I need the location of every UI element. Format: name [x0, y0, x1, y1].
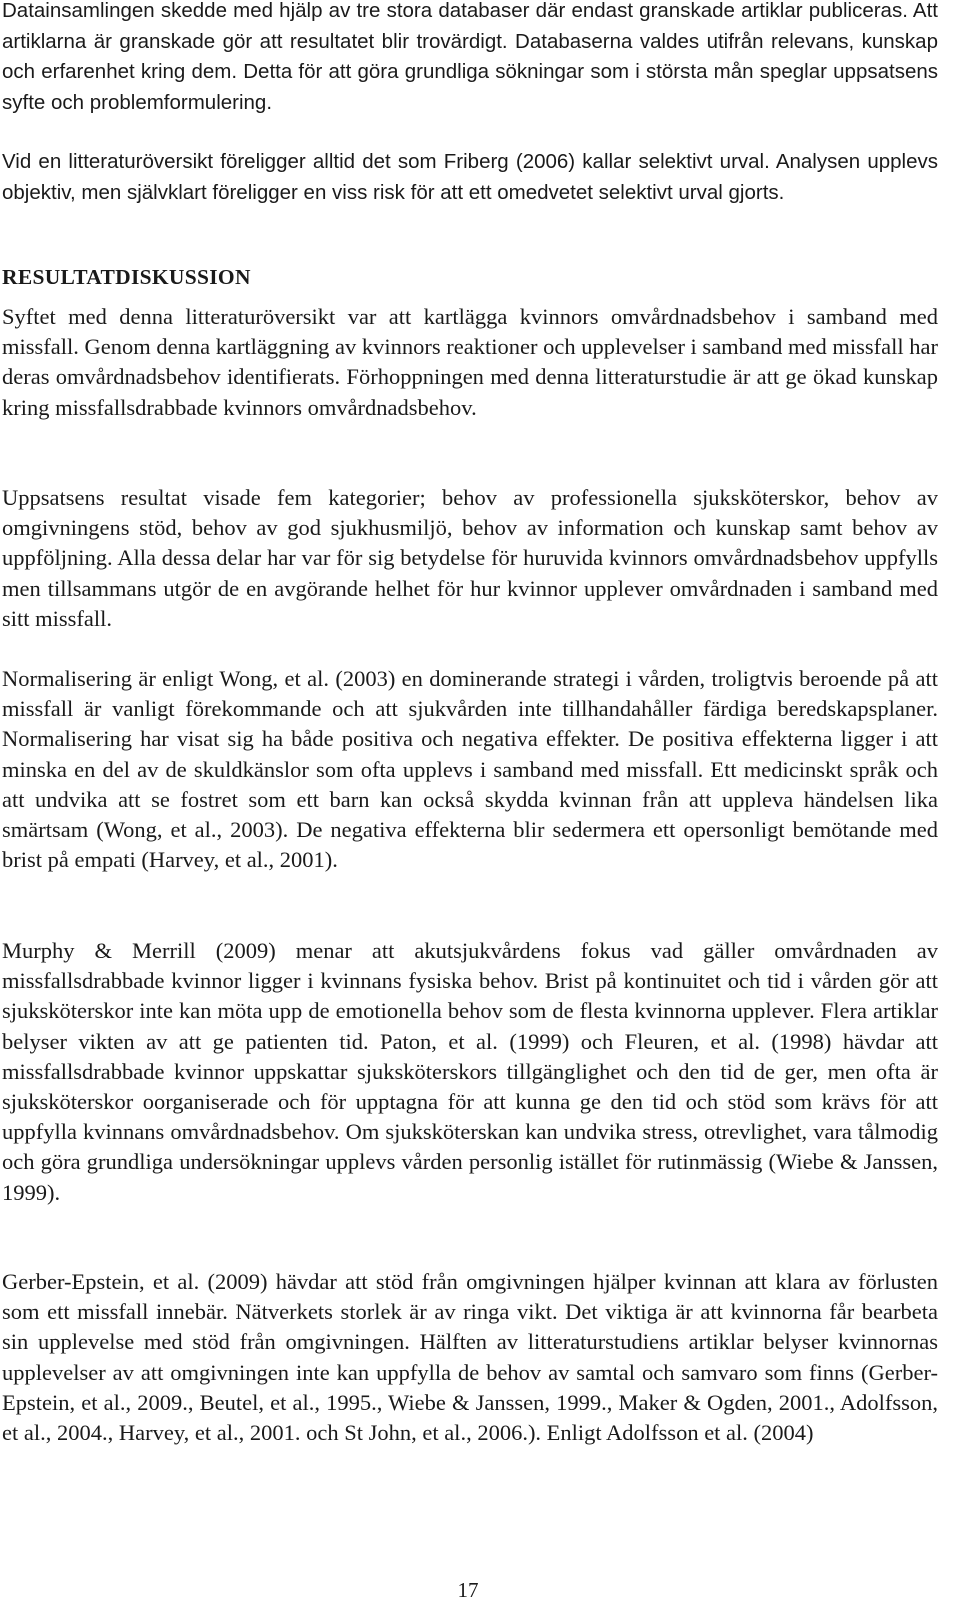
section-heading: RESULTATDISKUSSION: [2, 265, 251, 289]
page-number: 17: [457, 1578, 479, 1602]
paragraph-database-selection: Datainsamlingen skedde med hjälp av tre stora databaser där endast granskade artiklar publiceras. Att artiklarna är granskade gör att resultatet blir trovärdigt. Databaserna valdes utifrån relevans, kunskap och erfarenhet kring dem. Detta för att göra grundliga sökningar som i största mån speglar uppsatsens syfte och problemformulering.: [2, 0, 938, 114]
paragraph-normalisation: Normalisering är enligt Wong, et al. (2003) en dominerande strategi i vården, troligtvis beroende på att missfall är vanligt förekommande och att sjukvården inte tillhandahåller färdiga beredskapsplaner. Normalisering har visat sig ha både positiva och negativa effekter. De positiva effekterna ligger i att minska en del av de skuldkänslor som ofta upplevs i samband med missfall. Ett medicinskt språk och att undvika att se fostret som ett barn kan också skydda kvinnan från att uppleva händelsen lika smärtsam (Wong, et al., 2003). De negativa effekterna blir sedermera ett opersonligt bemötande med brist på empati (Harvey, et al., 2001).: [2, 666, 938, 873]
paragraph-selective-sampling: Vid en litteraturöversikt föreligger alltid det som Friberg (2006) kallar selektivt urval. Analysen upplevs objektiv, men självklart föreligger en viss risk för att ett omedvetet selektivt urval gjorts.: [2, 150, 938, 204]
paragraph-acute-care-focus: Murphy & Merrill (2009) menar att akutsjukvårdens fokus vad gäller omvårdnaden av missfallsdrabbade kvinnor ligger i kvinnans fysiska behov. Brist på kontinuitet och tid i vården gör att sjuksköterskor inte kan möta upp de emotionella behov som de flesta kvinnorna upplever. Flera artiklar belyser vikten av att ge patienten tid. Paton, et al. (1999) och Fleuren, et al. (1998) hävdar att missfallsdrabbade kvinnor uppskattar sjuksköterskors tillgänglighet och den tid de ger, men ofta är sjuksköterskor oorganiserade och för upptagna för att kunna ge den tid och stöd som krävs för att uppfylla kvinnans omvårdnadsbehov. Om sjuksköterskan kan undvika stress, otrevlighet, vara tålmodig och göra grundliga undersökningar upplevs vården personlig istället för rutinmässig (Wiebe & Janssen, 1999).: [2, 938, 938, 1205]
paragraph-aim-discussion: Syftet med denna litteraturöversikt var att kartlägga kvinnors omvårdnadsbehov i samband med missfall. Genom denna kartläggning av kvinnors reaktioner och upplevelser i samband med missfall har deras omvårdnadsbehov identifierats. Förhoppningen med denna litteraturstudie är att ge ökad kunskap kring missfallsdrabbade kvinnors omvårdnadsbehov.: [2, 304, 939, 420]
paragraph-result-categories: Uppsatsens resultat visade fem kategorier; behov av professionella sjuksköterskor, behov av omgivningens stöd, behov av god sjukhusmiljö, behov av information och kunskap samt behov av uppföljning. Alla dessa delar har var för sig betydelse för huruvida kvinnors omvårdnadsbehov uppfylls men tillsammans utgör de en avgörande helhet för hur kvinnor upplever omvårdnaden i samband med sitt missfall.: [2, 485, 938, 631]
paragraph-social-support: Gerber-Epstein, et al. (2009) hävdar att stöd från omgivningen hjälper kvinnan att klara av förlusten som ett missfall innebär. Nätverkets storlek är av ringa vikt. Det viktiga är att kvinnorna får bearbeta sin upplevelse med stöd från omgivningen. Hälften av litteraturstudiens artiklar belyser kvinnornas upplevelser av att omgivningen inte kan uppfylla de behov av samtal och samvaro som finns (Gerber-Epstein, et al., 2009., Beutel, et al., 1995., Wiebe & Janssen, 1999., Maker & Ogden, 2001., Adolfsson, et al., 2004., Harvey, et al., 2001. och St John, et al., 2006.). Enligt Adolfsson et al. (2004): [2, 1269, 938, 1446]
